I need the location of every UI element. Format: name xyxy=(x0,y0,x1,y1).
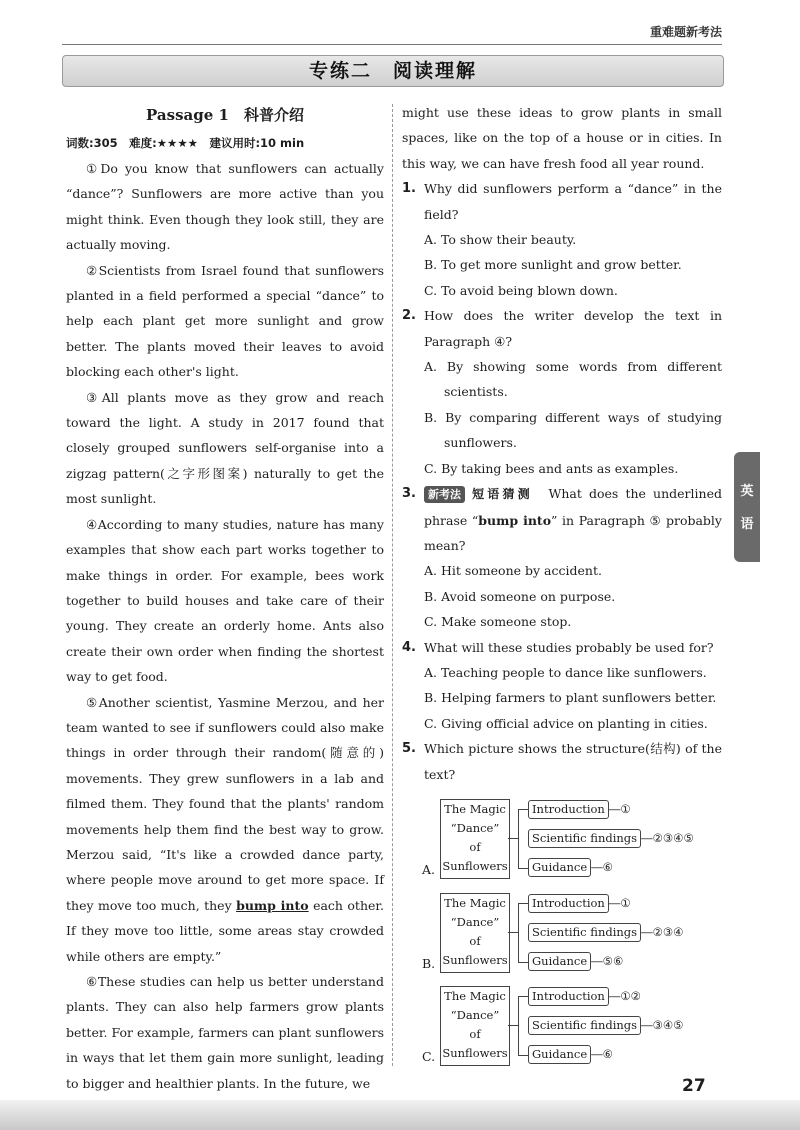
paragraph-6: ⑥These studies can help us better understand plants. They can also help farmers grow plants better. For example, farmers can plant sunflowers in ways that let them gain more sunlight, leading to bigger and healthier plants. In the future, we xyxy=(66,974,384,1091)
title-line: “Dance” xyxy=(450,821,500,835)
diagram-title-box xyxy=(440,799,510,879)
diagram-branch: Scientific findings ―②③④⑤ xyxy=(528,828,694,848)
branch-paragraphs: ②③④⑤ xyxy=(652,831,694,845)
branch-paragraphs: ①② xyxy=(620,989,641,1003)
question-text: Why did sunflowers perform a “dance” in the field? xyxy=(424,181,722,222)
option[interactable]: C. Make someone stop. xyxy=(424,614,572,630)
title-line: “Dance” xyxy=(450,1008,500,1022)
branch-paragraphs: ⑤⑥ xyxy=(602,954,624,968)
option[interactable]: B. By comparing different ways of studying sunflowers. xyxy=(424,409,722,451)
title-line: The Magic xyxy=(444,989,506,1003)
paragraph-5-text: ⑤Another scientist, Yasmine Merzou, and her team wanted to see if sunflowers could also make things in order through their random(随意的) movements. They grew sunflowers in a lab and filmed them. They found that the plants' random movements help them find the best way to grow. Merzou said, “It's like a crowded dance party, where people move around to get more space. If they move too much, they xyxy=(66,694,384,913)
header-divider xyxy=(62,44,722,45)
diagram-letter: A. xyxy=(422,862,436,877)
title-line: of xyxy=(469,1027,481,1041)
diagram-title-box xyxy=(440,893,510,973)
left-column xyxy=(66,100,384,1096)
structure-diagram-a[interactable] xyxy=(422,795,722,881)
new-type-badge: 新考法 xyxy=(424,486,465,503)
diagram-branch: Introduction ―①② xyxy=(528,986,641,1006)
title-line: The Magic xyxy=(444,802,506,816)
option[interactable]: B. Avoid someone on purpose. xyxy=(424,588,616,604)
paragraph-3: ③All plants move as they grow and reach toward the light. A study in 2017 found that closely grouped sunflowers self-organise into a zigzag pattern(之字形图案) naturally to get the most sunlight. xyxy=(66,389,384,507)
diagram-branch: Guidance ―⑥ xyxy=(528,857,613,877)
question-number: 3. xyxy=(402,486,416,502)
paragraph-4: ④According to many studies, nature has many examples that show each part works together to make things in order. For example, bees work together to build houses and take care of their young. They create an orderly home. Ants also create their own order when finding the shortest way to get food. xyxy=(66,516,384,685)
question-text-start: What does the underlined phrase “ xyxy=(424,486,722,528)
title-line: Sunflowers xyxy=(442,953,508,967)
option[interactable]: C. To avoid being blown down. xyxy=(424,282,618,298)
header-label: 重难题新考法 xyxy=(649,25,722,39)
branch-label: Guidance xyxy=(528,952,591,971)
diagram-branch: Introduction ―① xyxy=(528,893,631,913)
question-phrase: bump into xyxy=(478,512,552,528)
option[interactable]: A. By showing some words from different scientists. xyxy=(424,359,722,400)
question-text: Which picture shows the structure(结构) of the text? xyxy=(424,741,722,782)
branch-paragraphs: ③④⑤ xyxy=(652,1018,684,1032)
branch-paragraphs: ① xyxy=(620,896,631,910)
question-text-end: ” in Paragraph ⑤ probably mean? xyxy=(424,512,722,553)
page-number: 27 xyxy=(682,1076,706,1096)
option[interactable]: C. By taking bees and ants as examples. xyxy=(424,460,679,476)
title-line: “Dance” xyxy=(450,915,500,929)
question-text: How does the writer develop the text in Paragraph ④? xyxy=(424,308,722,349)
connector-line xyxy=(508,932,518,933)
branch-label: Introduction xyxy=(528,800,609,819)
option[interactable]: A. To show their beauty. xyxy=(424,232,577,248)
title-line: Sunflowers xyxy=(442,1046,508,1060)
branch-paragraphs: ① xyxy=(620,802,631,816)
branch-paragraphs: ②③④ xyxy=(652,925,684,939)
paragraph-2: ②Scientists from Israel found that sunflowers planted in a field performed a special “dance” to help each plant get more sunlight and grow better. The plants moved their leaves to avoid blocking each other's light. xyxy=(66,262,384,380)
diagram-branch: Introduction ―① xyxy=(528,799,631,819)
option[interactable]: C. Giving official advice on planting in cities. xyxy=(424,715,708,731)
side-tab-char: 语 xyxy=(740,517,754,532)
structure-diagram-b[interactable] xyxy=(422,889,722,975)
subject-side-tab xyxy=(734,452,760,562)
underlined-phrase: bump into xyxy=(236,897,309,913)
question-number: 5. xyxy=(402,741,416,757)
diagram-branch: Guidance ―⑤⑥ xyxy=(528,951,623,971)
question-text xyxy=(424,481,722,558)
branch-label: Introduction xyxy=(528,987,609,1006)
title-line: Sunflowers xyxy=(442,859,508,873)
branch-label: Scientific findings xyxy=(528,923,641,942)
passage-meta: 词数:305 难度:★★★★ 建议用时:10 min xyxy=(66,136,305,150)
side-tab-char: 英 xyxy=(740,484,754,499)
right-column xyxy=(402,100,722,787)
question-type-tag: 短语猜测 xyxy=(472,487,533,502)
diagram-letter: C. xyxy=(422,1049,436,1064)
connector-line xyxy=(508,1025,518,1026)
branch-label: Guidance xyxy=(528,858,591,877)
paragraph-6-continued: might use these ideas to grow plants in small spaces, like on the top of a house or in cities. In this way, we can have fresh food all year round. xyxy=(402,105,722,171)
question-number: 1. xyxy=(402,181,416,197)
option[interactable]: B. Helping farmers to plant sunflowers better. xyxy=(424,690,717,706)
question-3 xyxy=(402,481,722,558)
question-4 xyxy=(402,635,722,660)
option[interactable]: A. Teaching people to dance like sunflowers. xyxy=(424,664,707,680)
diagram-branch: Scientific findings ―②③④ xyxy=(528,922,684,942)
branch-paragraphs: ⑥ xyxy=(602,1047,613,1061)
connector-line xyxy=(508,838,518,839)
option[interactable]: B. To get more sunlight and grow better. xyxy=(424,257,682,273)
section-banner: 专练二 阅读理解 xyxy=(62,55,724,87)
branch-label: Scientific findings xyxy=(528,829,641,848)
option[interactable]: A. Hit someone by accident. xyxy=(424,563,602,579)
title-line: of xyxy=(469,840,481,854)
diagram-letter: B. xyxy=(422,956,436,971)
diagram-title-box xyxy=(440,986,510,1066)
branch-label: Guidance xyxy=(528,1045,591,1064)
diagram-branch: Guidance ―⑥ xyxy=(528,1044,613,1064)
question-1 xyxy=(402,176,722,227)
question-5 xyxy=(402,736,722,787)
title-line: The Magic xyxy=(444,896,506,910)
question-number: 4. xyxy=(402,639,416,655)
paragraph-1: ①Do you know that sunflowers can actually “dance”? Sunflowers are more active than you might think. Even though they look still, they are actually moving. xyxy=(66,161,384,253)
branch-label: Scientific findings xyxy=(528,1016,641,1035)
column-divider xyxy=(392,104,393,1066)
paragraph-5-text-end: each other. If they move too little, some areas stay crowded while others are empty.” xyxy=(66,897,384,964)
question-text: What will these studies probably be used for? xyxy=(424,639,714,655)
title-line: of xyxy=(469,934,481,948)
question-number: 2. xyxy=(402,308,416,324)
paragraph-5 xyxy=(66,690,384,969)
diagram-branch: Scientific findings ―③④⑤ xyxy=(528,1015,684,1035)
structure-diagram-c[interactable] xyxy=(422,982,722,1068)
branch-paragraphs: ⑥ xyxy=(602,860,613,874)
branch-label: Introduction xyxy=(528,894,609,913)
page-bottom-shadow xyxy=(0,1100,800,1130)
question-2 xyxy=(402,303,722,354)
passage-title: Passage 1 科普介绍 xyxy=(146,106,304,124)
